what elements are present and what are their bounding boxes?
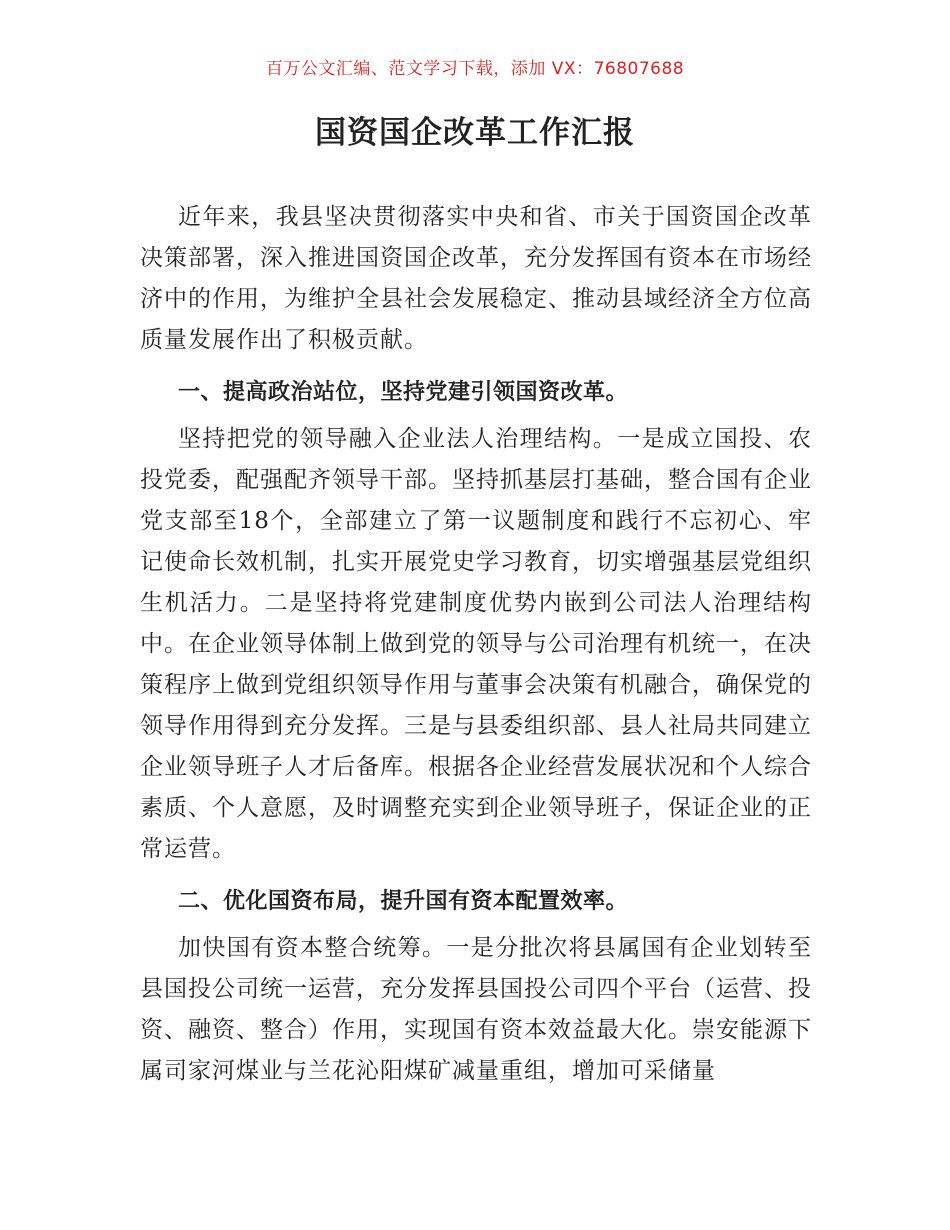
paragraph-section-1: 坚持把党的领导融入企业法人治理结构。一是成立国投、农投党委，配强配齐领导干部。坚持抓基层打基础，整合国有企业党支部至18个，全部建立了第一议题制度和践行不忘初心、牢记使命长效机制，扎实开展党史学习教育，切实增强基层党组织生机活力。二是坚持将党建制度优势内嵌到公司法人治理结构中。在企业领导体制上做到党的领导与公司治理有机统一，在决策程序上做到党组织领导作用与董事会决策有机融合，确保党的领导作用得到充分发挥。三是与县委组织部、县人社局共同建立企业领导班子人才后备库。根据各企业经营发展状况和个人综合素质、个人意愿，及时调整充实到企业领导班子，保证企业的正常运营。 bbox=[140, 426, 812, 862]
page-title: 国资国企改革工作汇报 bbox=[315, 115, 635, 151]
paragraph-section-2: 加快国有资本整合统筹。一是分批次将县属国有企业划转至县国投公司统一运营，充分发挥县国投公司四个平台（运营、投资、融资、整合）作用，实现国有资本效益最大化。崇安能源下属司家河煤业与兰花沁阳煤矿减量重组，增加可采储量 bbox=[140, 935, 812, 1084]
section-heading-1: 一、提高政治站位，坚持党建引领国资改革。 bbox=[178, 380, 629, 405]
section-heading-2: 二、优化国资布局，提升国有资本配置效率。 bbox=[178, 889, 629, 914]
document-body bbox=[140, 197, 812, 1092]
watermark-banner: 百万公文汇编、范文学习下载，添加 VX：76807688 bbox=[265, 59, 685, 79]
paragraph-intro: 近年来，我县坚决贯彻落实中央和省、市关于国资国企改革决策部署，深入推进国资国企改革，充分发挥国有资本在市场经济中的作用，为维护全县社会发展稳定、推动县域经济全方位高质量发展作出了积极贡献。 bbox=[140, 204, 812, 353]
